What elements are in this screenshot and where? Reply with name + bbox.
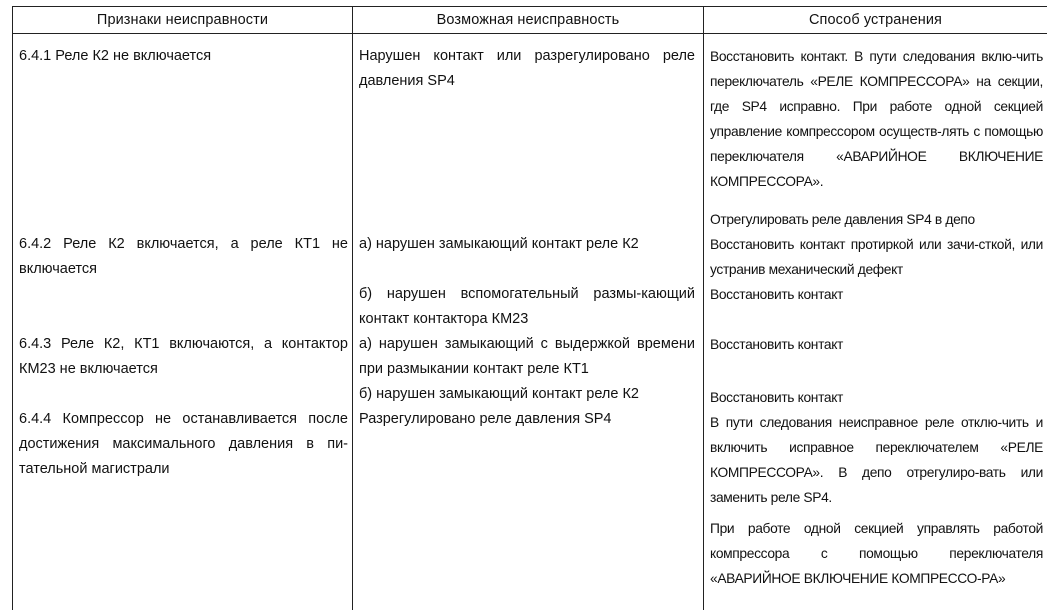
sign-6-4-4: 6.4.4 Компрессор не останавливается после достижения максимального давления в пи-тательной магистрали (19, 411, 348, 477)
troubleshooting-table (12, 6, 1047, 610)
header-remedy: Способ устранения (704, 7, 1047, 34)
remedy-6-4-4: В пути следования неисправное реле отклю-чить и включить исправное переключателем «РЕЛЕ КОМПРЕССОРА». В депо отрегулиро-вать или заменить реле SP4. (710, 415, 1043, 505)
fault-6-4-1: Нарушен контакт или разрегулировано реле давления SP4 (359, 48, 695, 89)
header-signs: Признаки неисправности (13, 7, 352, 34)
fault-6-4-3-b: б) нарушен замыкающий контакт реле К2 (359, 386, 639, 402)
sign-6-4-3: 6.4.3 Реле К2, КТ1 включаются, а контактор КМ23 не включается (19, 336, 348, 377)
fault-6-4-3-a: а) нарушен замыкающий с выдержкой времени при размыкании контакт реле КТ1 (359, 336, 695, 377)
sign-6-4-2: 6.4.2 Реле К2 включается, а реле КТ1 не включается (19, 236, 348, 277)
remedy-6-4-1: Восстановить контакт. В пути следования вклю-чить переключатель «РЕЛЕ КОМПРЕССОРА» на секции, где SP4 исправно. При работе одной секцией управление компрессором осуществ-лять с помощью переключателя «АВАРИЙНОЕ ВКЛЮЧЕНИЕ КОМПРЕССОРА». (710, 49, 1043, 189)
column-fault (353, 7, 703, 610)
column-signs (13, 7, 352, 610)
sign-6-4-1: 6.4.1 Реле К2 не включается (19, 48, 212, 64)
remedy-6-4-2-b: Восстановить контакт (710, 287, 844, 302)
column-remedy (704, 7, 1047, 610)
header-fault: Возможная неисправность (353, 7, 703, 34)
fault-6-4-2-b: б) нарушен вспомогательный размы-кающий контакт контактора КМ23 (359, 286, 695, 327)
remedy-6-4-2-a: Восстановить контакт протиркой или зачи-сткой, или устранив механический дефект (710, 237, 1043, 277)
remedy-6-4-3-b: Восстановить контакт (710, 390, 844, 405)
fault-6-4-4: Разрегулировано реле давления SP4 (359, 411, 612, 427)
remedy-6-4-3-a: Восстановить контакт (710, 337, 844, 352)
fault-6-4-2-a: а) нарушен замыкающий контакт реле К2 (359, 236, 639, 252)
remedy-6-4-1-depot: Отрегулировать реле давления SP4 в депо (710, 212, 975, 227)
remedy-6-4-4-single-section: При работе одной секцией управлять работой компрессора с помощью переключателя «АВАРИЙНОЕ ВКЛЮЧЕНИЕ КОМПРЕССО-РА» (710, 521, 1043, 586)
